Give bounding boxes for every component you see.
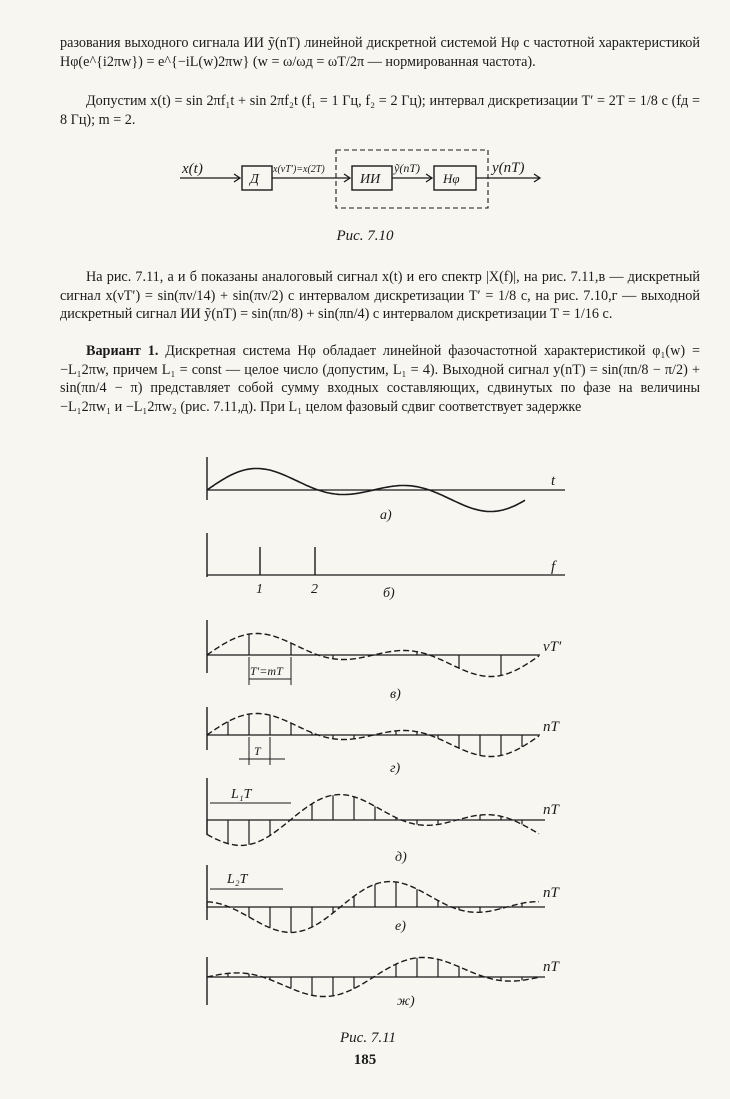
paragraph-3: На рис. 7.11, а и б показаны аналоговый сигнал x(t) и его спектр |X(f)|, на рис. 7.11,в — дискретный сигнал x(νT′) = sin(πν/14) + sin(πν/2) с интервалом дискретизации T′ = 1/8 с, на рис. 7.10,г — выходной дискретный сигнал ИИ ỹ(nT) = sin(πn/8) + sin(πn/4) с интервалом дискретизации T = 1/16 с. [60, 269, 700, 322]
panel-zh [207, 957, 561, 1009]
panel-v [207, 620, 562, 702]
paragraph-4 [60, 342, 700, 416]
panel-d [207, 778, 561, 865]
panel-d-letter: д) [395, 850, 407, 865]
panel-e [207, 865, 561, 934]
panel-zh-letter: ж) [397, 994, 415, 1009]
input-label: x(t) [182, 161, 203, 177]
spectrum-tick-1: 1 [256, 582, 263, 597]
panel-b-letter: б) [383, 586, 395, 601]
paragraph-2: Допустим x(t) = sin 2πf₁t + sin 2πf₂t (f₁ = 1 Гц, f₂ = 2 Гц); интервал дискретизации T′ = 2T = 1/8 с (fд = 8 Гц); m = 2. [60, 93, 700, 128]
block-d-label: Д [250, 172, 259, 187]
paragraph-4-body: Дискретная система Hφ обладает линейной фазочастотной характеристикой φ₁(w) = −L₁2πw, причем L₁ = const — целое число (допустим, L₁ = 4). Выходной сигнал y(nT) = sin(πn/8 − π/2) + sin(πn/4 − π) представляет собой сумму входных составляющих, сдвинутых по фазе на величины −L₁2πw₁ и −L₁2πw₂ (рис. 7.11,д). При L₁ целом фазовый сдвиг соответствует задержке [60, 343, 701, 415]
spectrum-tick-2: 2 [311, 582, 318, 597]
panel-d-axis-label: nT [543, 802, 559, 818]
panel-a-axis-label: t [551, 473, 556, 489]
page-number: 185 [353, 1052, 377, 1068]
panel-zh-axis-label: nT [543, 959, 559, 975]
panel-g [207, 707, 561, 776]
panel-g-axis-label: nT [543, 719, 559, 735]
panel-v-letter: в) [390, 687, 401, 702]
panel-e-annotation: L₂T [227, 872, 248, 887]
paragraph-1: разования выходного сигнала ИИ ỹ(nT) линейной дискретной системой Hφ с частотной характеристикой Hφ(e^{i2πw}) = e^{−iL(w)2πw} (w = ω/ωд = ωT/2π — нормированная частота). [60, 35, 700, 70]
panel-d-annotation: L₁T [231, 787, 252, 802]
figure-7-11-caption: Рис. 7.11 [340, 1030, 396, 1046]
figure-7-10-caption: Рис. 7.10 [336, 228, 394, 244]
block-h-label: Hφ [443, 171, 460, 186]
panel-v-annotation: T′=mT [250, 664, 283, 678]
panel-b-axis-label: f [551, 559, 556, 575]
dashed-frame [336, 150, 488, 208]
panel-g-letter: г) [390, 761, 401, 776]
panel-g-annotation: T [254, 744, 261, 758]
output-label: y(nT) [492, 160, 525, 176]
panel-v-axis-label: νT′ [543, 639, 562, 655]
figure-7-11 [195, 445, 585, 1035]
panel-e-letter: е) [395, 919, 406, 934]
mid-label: x(νT′)=x(2T) [273, 164, 325, 175]
panel-a [207, 457, 565, 523]
figure-7-10 [170, 140, 570, 215]
block-ii-label: ИИ [360, 172, 381, 187]
panel-e-axis-label: nT [543, 885, 559, 901]
ytilde-label: ỹ(nT) [394, 161, 420, 175]
panel-b [207, 533, 565, 601]
variant-label: Вариант 1. [86, 343, 159, 359]
panel-a-letter: а) [380, 508, 392, 523]
